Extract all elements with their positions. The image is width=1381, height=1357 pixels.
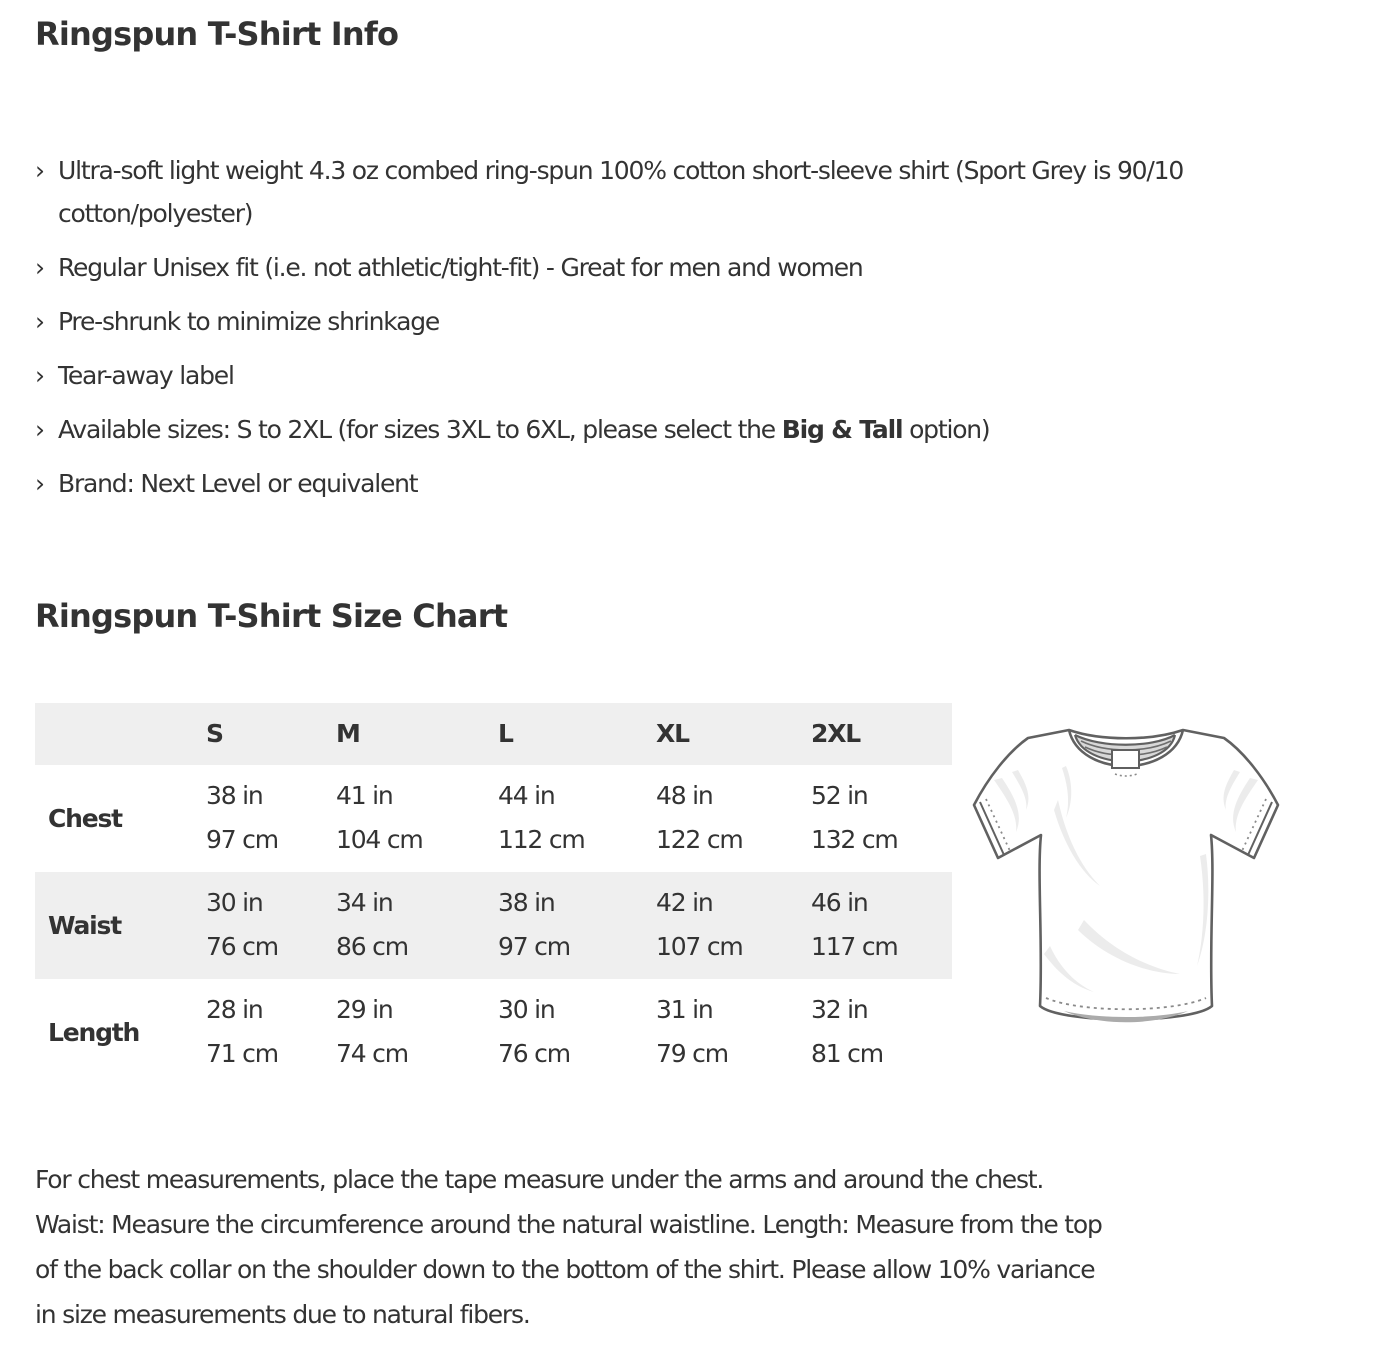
size-chart-heading: Ringspun T-Shirt Size Chart [35,596,508,635]
feature-item [35,354,1335,397]
feature-text: Pre-shrunk to minimize shrinkage [58,306,440,336]
size-cell: 48 in 122 cm [656,781,743,855]
size-column-header: M [330,703,492,765]
tshirt-icon [966,708,1286,1046]
chevron-bullet-icon: › [35,414,44,444]
size-column-header: S [200,703,330,765]
feature-item [35,246,1335,289]
feature-text-suffix: option) [902,414,990,444]
empty-corner-cell [35,703,200,765]
size-cell: 38 in 97 cm [206,781,278,855]
note-line: of the back collar on the shoulder down to the bottom of the shirt. Please allow 10% variance [35,1254,1095,1284]
chevron-bullet-icon: › [35,306,44,336]
feature-item [35,300,1335,343]
table-row-length [35,979,952,1086]
feature-text: Brand: Next Level or equivalent [58,468,418,498]
table-row-chest [35,765,952,872]
note-line: in size measurements due to natural fibers. [35,1299,530,1329]
size-chart-table [35,703,952,1086]
size-cell: 28 in 71 cm [206,995,278,1069]
feature-text: Tear-away label [58,360,234,390]
size-cell: 29 in 74 cm [336,995,408,1069]
size-header-row [35,703,952,765]
measurement-note [35,1157,1351,1337]
note-line: For chest measurements, place the tape measure under the arms and around the chest. [35,1164,1044,1194]
feature-text-bold: Big & Tall [781,414,903,444]
feature-item [35,149,1335,235]
size-cell: 42 in 107 cm [656,888,743,962]
feature-item [35,462,1335,505]
feature-text-prefix: Available sizes: S to 2XL (for sizes 3XL to 6XL, please select the [58,414,782,444]
feature-text: Ultra-soft light weight 4.3 oz combed ring-spun 100% cotton short-sleeve shirt (Sport Grey is 90/10 cotton/polyester) [58,155,1184,228]
size-cell: 32 in 81 cm [811,995,883,1069]
row-label: Length [48,1017,140,1047]
size-cell: 34 in 86 cm [336,888,408,962]
size-column-header: XL [650,703,805,765]
feature-text [58,415,989,444]
size-column-header: L [492,703,650,765]
row-label: Chest [48,803,122,833]
tshirt-illustration [966,708,1286,1050]
size-cell: 46 in 117 cm [811,888,898,962]
size-cell: 38 in 97 cm [498,888,570,962]
note-line: Waist: Measure the circumference around the natural waistline. Length: Measure from the top [35,1209,1102,1239]
feature-list [35,149,1335,505]
size-cell: 41 in 104 cm [336,781,423,855]
chevron-bullet-icon: › [35,468,44,498]
info-heading: Ringspun T-Shirt Info [35,15,399,53]
size-chart-section [35,703,1351,1086]
neck-label [1112,750,1139,768]
size-column-header: 2XL [805,703,952,765]
table-row-waist [35,872,952,979]
size-cell: 52 in 132 cm [811,781,898,855]
chevron-bullet-icon: › [35,360,44,390]
size-cell: 30 in 76 cm [498,995,570,1069]
chevron-bullet-icon: › [35,155,44,185]
chevron-bullet-icon: › [35,252,44,282]
feature-item [35,408,1335,451]
size-cell: 44 in 112 cm [498,781,585,855]
row-label: Waist [48,910,121,940]
size-cell: 30 in 76 cm [206,888,278,962]
feature-text: Regular Unisex fit (i.e. not athletic/tight-fit) - Great for men and women [58,252,863,282]
size-cell: 31 in 79 cm [656,995,728,1069]
